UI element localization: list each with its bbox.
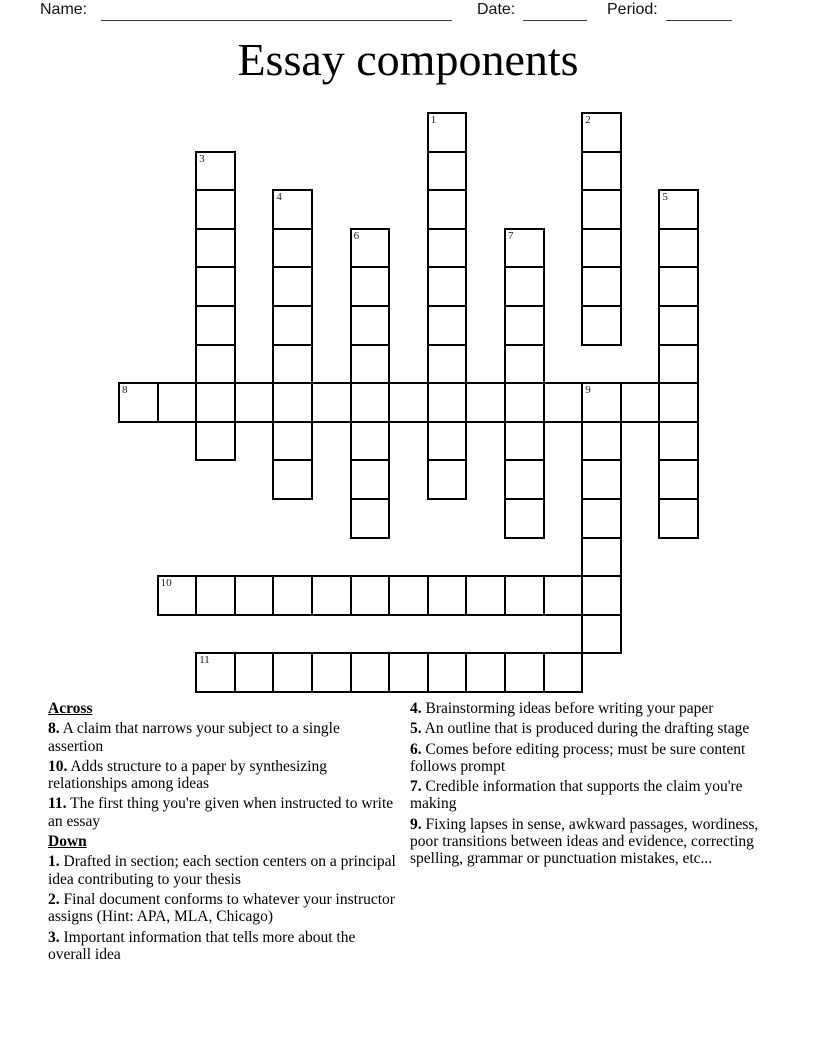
grid-cell-2-down-1[interactable] [581, 112, 622, 153]
grid-cell-11-across-5[interactable] [350, 652, 391, 693]
grid-cell-11-across-4[interactable] [311, 652, 352, 693]
grid-cell-11-across-1[interactable] [195, 652, 236, 693]
grid-cell-4-down-2[interactable] [272, 228, 313, 269]
grid-cell-3-down-4[interactable] [195, 266, 236, 307]
clue-text: Important information that tells more about the overall idea [48, 928, 356, 963]
grid-cell-11-across-8[interactable] [465, 652, 506, 693]
grid-cell-6-down-4[interactable] [350, 344, 391, 385]
grid-cell-8-across-15[interactable] [658, 382, 699, 423]
grid-cell-5-down-5[interactable] [658, 344, 699, 385]
clue-number: 5. [410, 720, 422, 738]
grid-number-10: 10 [160, 577, 172, 590]
grid-number-3: 3 [199, 152, 205, 165]
clue-11 [48, 795, 398, 830]
grid-cell-7-down-4[interactable] [504, 344, 545, 385]
grid-number-11: 11 [199, 654, 210, 667]
grid-cell-2-down-2[interactable] [581, 151, 622, 192]
grid-cell-7-down-3[interactable] [504, 305, 545, 346]
grid-cell-1-down-4[interactable] [427, 228, 468, 269]
across-heading: Across [48, 700, 93, 717]
clue-number: 1. [48, 853, 60, 871]
grid-cell-9-down-5[interactable] [581, 537, 622, 578]
clue-number: 4. [410, 700, 422, 717]
grid-cell-5-down-7[interactable] [658, 421, 699, 462]
grid-cell-6-down-1[interactable] [350, 228, 391, 269]
clue-text: The first thing you're given when instructed to write an essay [48, 795, 394, 830]
clue-number: 8. [48, 720, 60, 738]
grid-cell-11-across-2[interactable] [234, 652, 275, 693]
grid-cell-1-down-5[interactable] [427, 266, 468, 307]
clue-5 [410, 720, 762, 737]
grid-cell-1-down-1[interactable] [427, 112, 468, 153]
grid-cell-6-down-2[interactable] [350, 266, 391, 307]
grid-cell-6-down-3[interactable] [350, 305, 391, 346]
clue-9 [410, 816, 762, 868]
clue-text: Brainstorming ideas before writing your paper [421, 700, 714, 717]
grid-cell-4-down-3[interactable] [272, 266, 313, 307]
grid-cell-8-across-10[interactable] [465, 382, 506, 423]
grid-cell-4-down-7[interactable] [272, 421, 313, 462]
period-label: Period: [607, 1, 658, 18]
grid-cell-8-across-2[interactable] [157, 382, 198, 423]
clue-text: Drafted in section; each section centers on a principal idea contributing to your thesis [48, 853, 396, 888]
grid-cell-1-down-7[interactable] [427, 344, 468, 385]
grid-cell-9-down-7[interactable] [581, 614, 622, 655]
grid-cell-1-down-10[interactable] [427, 459, 468, 500]
grid-cell-11-across-6[interactable] [388, 652, 429, 693]
grid-cell-7-down-7[interactable] [504, 459, 545, 500]
grid-cell-3-down-2[interactable] [195, 189, 236, 230]
clue-number: 9. [410, 815, 422, 833]
grid-cell-5-down-9[interactable] [658, 498, 699, 539]
grid-cell-4-down-4[interactable] [272, 305, 313, 346]
grid-cell-8-across-8[interactable] [388, 382, 429, 423]
grid-cell-5-down-1[interactable] [658, 189, 699, 230]
grid-cell-10-across-1[interactable] [157, 575, 198, 616]
clue-text: An outline that is produced during the drafting stage [421, 720, 750, 738]
grid-cell-10-across-8[interactable] [427, 575, 468, 616]
grid-cell-8-across-11[interactable] [504, 382, 545, 423]
clue-number: 2. [48, 890, 60, 908]
grid-number-4: 4 [276, 191, 282, 204]
clue-text: Final document conforms to whatever your instructor assigns (Hint: APA, MLA, Chicago) [48, 890, 395, 926]
grid-cell-6-down-8[interactable] [350, 498, 391, 539]
grid-number-2: 2 [585, 114, 591, 126]
grid-cell-5-down-8[interactable] [658, 459, 699, 500]
clue-4 [410, 700, 762, 717]
grid-cell-5-down-2[interactable] [658, 228, 699, 269]
grid-cell-3-down-8[interactable] [195, 421, 236, 462]
grid-cell-3-down-6[interactable] [195, 344, 236, 385]
grid-number-5: 5 [662, 191, 668, 204]
grid-cell-1-down-3[interactable] [427, 189, 468, 230]
grid-cell-10-across-11[interactable] [543, 575, 584, 616]
clue-text: Comes before editing process; must be sure content follows prompt [410, 740, 746, 775]
grid-cell-4-down-8[interactable] [272, 459, 313, 500]
clues-left-column [48, 700, 398, 966]
clue-text: Adds structure to a paper by synthesizing relationships among ideas [48, 757, 327, 793]
clue-number: 6. [410, 740, 422, 758]
grid-cell-10-across-7[interactable] [388, 575, 429, 616]
clue-7 [410, 778, 762, 813]
grid-cell-7-down-2[interactable] [504, 266, 545, 307]
grid-cell-5-down-4[interactable] [658, 305, 699, 346]
clue-3 [48, 929, 398, 964]
grid-number-6: 6 [353, 229, 360, 242]
grid-cell-8-across-3[interactable] [195, 382, 236, 423]
date-label: Date: [477, 1, 516, 18]
grid-cell-5-down-3[interactable] [658, 266, 699, 307]
grid-number-7: 7 [508, 229, 514, 242]
grid-number-1: 1 [430, 114, 437, 126]
grid-cell-9-down-3[interactable] [581, 459, 622, 500]
grid-cell-10-across-2[interactable] [195, 575, 236, 616]
clue-2 [48, 891, 398, 926]
grid-cell-8-across-4[interactable] [234, 382, 275, 423]
name-label: Name: [40, 1, 88, 18]
grid-cell-8-across-14[interactable] [620, 382, 661, 423]
grid-cell-8-across-5[interactable] [272, 382, 313, 423]
grid-cell-10-across-12[interactable] [581, 575, 622, 616]
clue-number: 10. [48, 757, 68, 775]
down-heading: Down [48, 833, 87, 851]
grid-cell-3-down-1[interactable] [195, 151, 236, 192]
clue-number: 3. [48, 928, 60, 946]
grid-cell-8-across-7[interactable] [350, 382, 391, 423]
grid-cell-10-across-5[interactable] [311, 575, 352, 616]
clue-6 [410, 741, 762, 776]
grid-cell-2-down-5[interactable] [581, 266, 622, 307]
grid-cell-10-across-4[interactable] [272, 575, 313, 616]
grid-cell-11-across-10[interactable] [543, 652, 584, 693]
grid-cell-8-across-1[interactable] [118, 382, 159, 423]
grid-cell-3-down-5[interactable] [195, 305, 236, 346]
clue-text: Credible information that supports the claim you're making [410, 778, 743, 813]
grid-cell-8-across-9[interactable] [427, 382, 468, 423]
clue-number: 7. [410, 778, 422, 796]
grid-cell-1-down-2[interactable] [427, 151, 468, 192]
grid-cell-1-down-6[interactable] [427, 305, 468, 346]
grid-number-9: 9 [585, 384, 591, 397]
grid-cell-6-down-6[interactable] [350, 421, 391, 462]
grid-cell-7-down-1[interactable] [504, 228, 545, 269]
grid-cell-10-across-6[interactable] [350, 575, 391, 616]
grid-cell-1-down-9[interactable] [427, 421, 468, 462]
clue-text: Fixing lapses in sense, awkward passages, wordiness, poor transitions between ideas and evidence, correcting spelling, grammar or punctuation mistakes, etc... [410, 815, 759, 868]
clue-text: A claim that narrows your subject to a single assertion [48, 720, 340, 755]
grid-cell-8-across-6[interactable] [311, 382, 352, 423]
grid-cell-10-across-9[interactable] [465, 575, 506, 616]
clue-1 [48, 853, 398, 888]
grid-cell-6-down-7[interactable] [350, 459, 391, 500]
grid-cell-3-down-3[interactable] [195, 228, 236, 269]
grid-cell-9-down-2[interactable] [581, 421, 622, 462]
grid-cell-9-down-4[interactable] [581, 498, 622, 539]
grid-cell-10-across-3[interactable] [234, 575, 275, 616]
grid-cell-11-across-7[interactable] [427, 652, 468, 693]
grid-cell-4-down-5[interactable] [272, 344, 313, 385]
grid-cell-10-across-10[interactable] [504, 575, 545, 616]
grid-cell-2-down-3[interactable] [581, 189, 622, 230]
clue-number: 11. [48, 795, 67, 813]
grid-cell-11-across-9[interactable] [504, 652, 545, 693]
clue-8 [48, 720, 398, 755]
grid-cell-7-down-8[interactable] [504, 498, 545, 539]
grid-cell-2-down-4[interactable] [581, 228, 622, 269]
grid-cell-4-down-1[interactable] [272, 189, 313, 230]
grid-cell-7-down-6[interactable] [504, 421, 545, 462]
grid-cell-9-down-1[interactable] [581, 382, 622, 423]
clues-right-column [410, 700, 762, 871]
grid-number-8: 8 [122, 384, 128, 397]
grid-cell-8-across-12[interactable] [543, 382, 584, 423]
clue-10 [48, 758, 398, 793]
worksheet-title: Essay components [237, 34, 579, 85]
grid-cell-11-across-3[interactable] [272, 652, 313, 693]
grid-cell-2-down-6[interactable] [581, 305, 622, 346]
